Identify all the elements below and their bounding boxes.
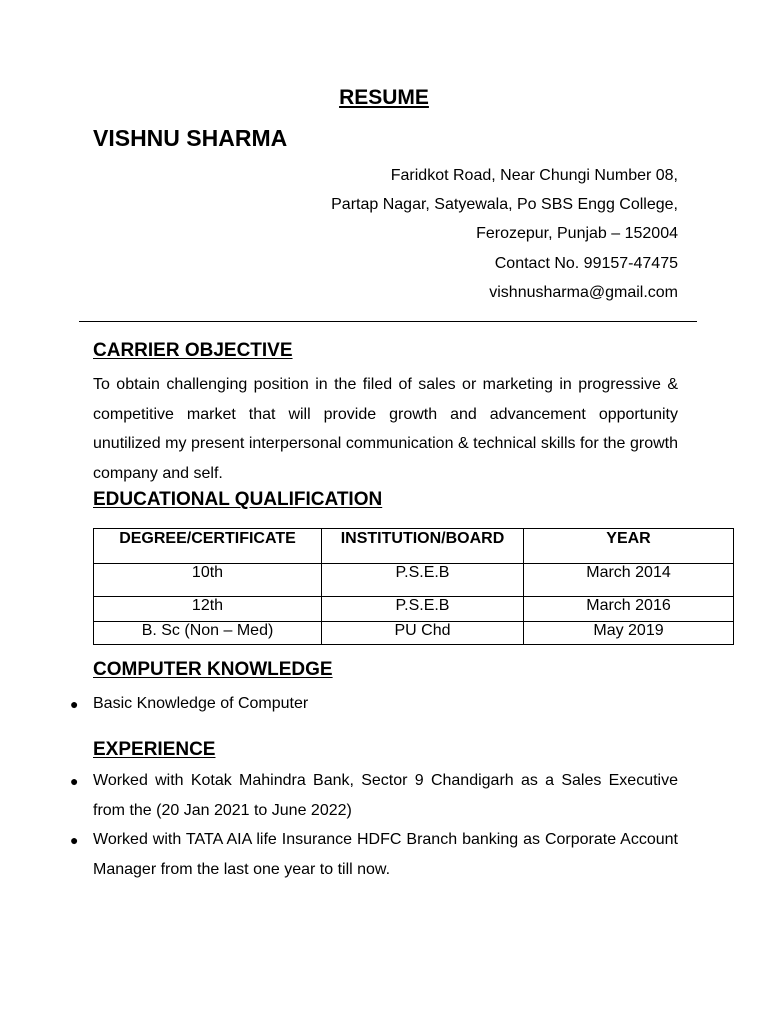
education-heading: EDUCATIONAL QUALIFICATION <box>93 489 383 510</box>
bullet-icon: ● <box>70 773 79 789</box>
table-header-row <box>94 529 734 564</box>
list-item <box>70 689 678 719</box>
contact-number: Contact No. 99157-47475 <box>494 255 678 272</box>
bullet-icon: ● <box>70 696 79 712</box>
column-header: DEGREE/CERTIFICATE <box>94 529 322 564</box>
list-item-text: Worked with TATA AIA life Insurance HDFC Branch banking as Corporate Account Manager from the last one year to till now. <box>93 831 678 878</box>
table-cell: P.S.E.B <box>322 597 524 622</box>
table-cell: May 2019 <box>524 622 734 645</box>
address-line-1: Faridkot Road, Near Chungi Number 08, <box>390 167 678 184</box>
objective-text: To obtain challenging position in the filed of sales or marketing in progressive & competitive market that will provide growth and advancement opportunity unutilized my present interpersonal communication & technical skills for the growth company and self. <box>93 376 678 482</box>
table-cell: 12th <box>94 597 322 622</box>
header-divider <box>79 321 697 322</box>
email-address: vishnusharma@gmail.com <box>489 284 678 301</box>
table-row <box>94 564 734 597</box>
column-header: INSTITUTION/BOARD <box>322 529 524 564</box>
table-cell: March 2014 <box>524 564 734 597</box>
list-item <box>70 766 678 826</box>
resume-title: RESUME <box>339 86 429 109</box>
address-line-2: Partap Nagar, Satyewala, Po SBS Engg College, <box>331 196 678 213</box>
table-cell: PU Chd <box>322 622 524 645</box>
table-cell: B. Sc (Non – Med) <box>94 622 322 645</box>
list-item-text: Basic Knowledge of Computer <box>93 695 309 712</box>
address-line-3: Ferozepur, Punjab – 152004 <box>476 225 678 242</box>
table-row <box>94 597 734 622</box>
table-cell: March 2016 <box>524 597 734 622</box>
experience-heading: EXPERIENCE <box>93 739 216 760</box>
education-table <box>93 528 734 645</box>
table-cell: P.S.E.B <box>322 564 524 597</box>
bullet-icon: ● <box>70 832 79 848</box>
list-item-text: Worked with Kotak Mahindra Bank, Sector 9 Chandigarh as a Sales Executive from the (20 Jan 2021 to June 2022) <box>93 772 678 819</box>
list-item <box>70 825 678 885</box>
objective-heading: CARRIER OBJECTIVE <box>93 340 293 361</box>
table-cell: 10th <box>94 564 322 597</box>
table-row <box>94 622 734 645</box>
computer-heading: COMPUTER KNOWLEDGE <box>93 659 333 680</box>
candidate-name: VISHNU SHARMA <box>93 125 288 151</box>
column-header: YEAR <box>524 529 734 564</box>
